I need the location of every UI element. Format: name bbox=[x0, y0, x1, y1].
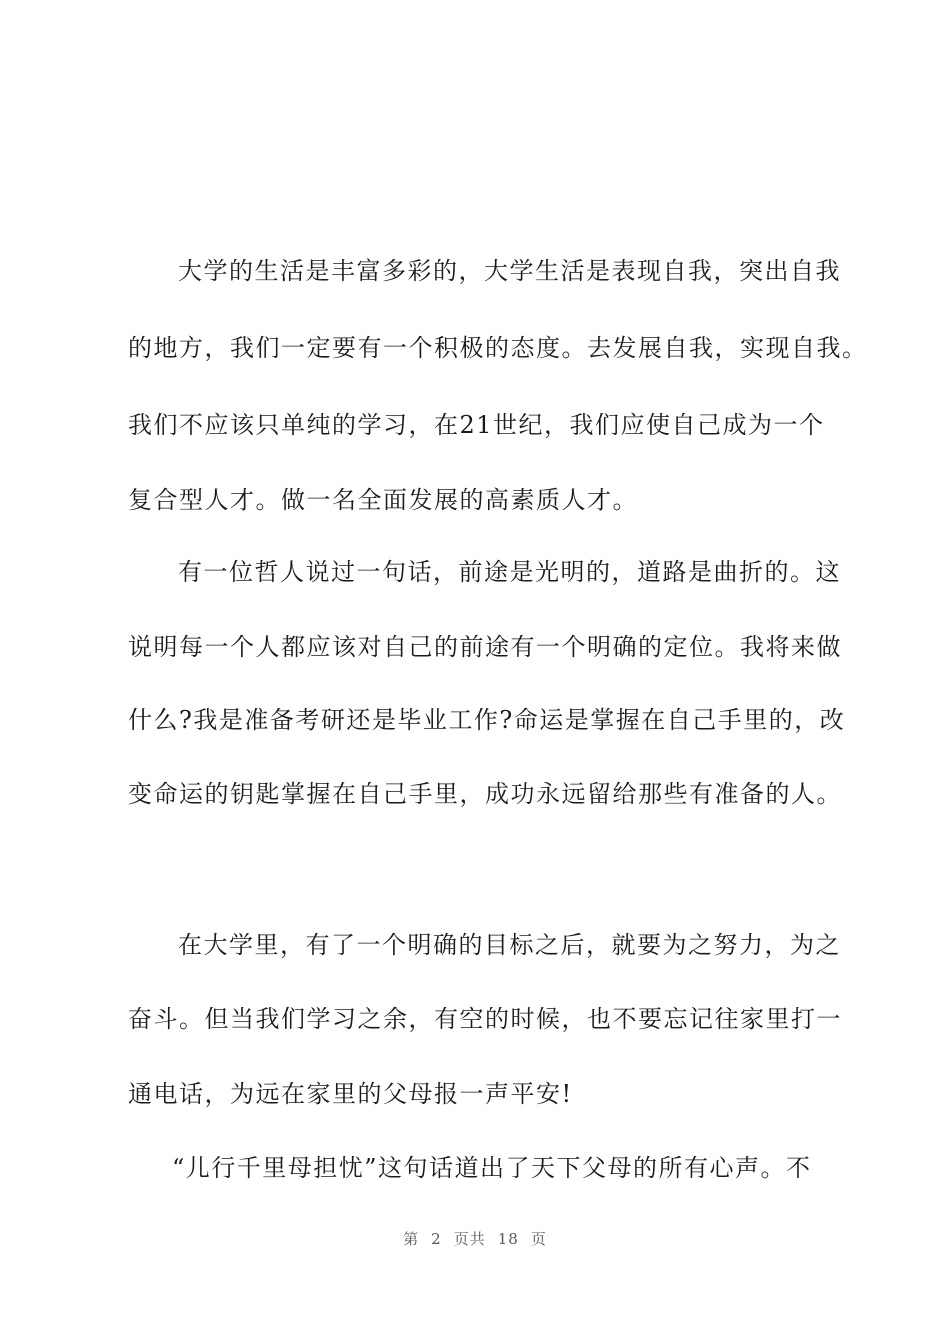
paragraph-2-line-1: 有一位哲人说过一句话，前途是光明的，道路是曲折的。这 bbox=[178, 558, 841, 586]
footer-suffix: 页 bbox=[530, 1230, 547, 1248]
paragraph-3-line-2: 奋斗。但当我们学习之余，有空的时候，也不要忘记往家里打一 bbox=[128, 1005, 842, 1033]
footer-page-number: 2 bbox=[431, 1230, 442, 1248]
paragraph-1-line-2: 的地方，我们一定要有一个积极的态度。去发展自我，实现自我。 bbox=[128, 334, 868, 362]
paragraph-3-line-1: 在大学里，有了一个明确的目标之后，就要为之努力，为之 bbox=[178, 931, 841, 959]
paragraph-2-line-3: 什么?我是准备考研还是毕业工作?命运是掌握在自己手里的，改 bbox=[128, 706, 846, 734]
paragraph-1-line-1: 大学的生活是丰富多彩的，大学生活是表现自我，突出自我 bbox=[178, 257, 841, 285]
paragraph-4-line-1: “儿行千里母担忧”这句话道出了天下父母的所有心声。不 bbox=[172, 1154, 812, 1182]
paragraph-1-line-4: 复合型人才。做一名全面发展的高素质人才。 bbox=[128, 486, 638, 514]
paragraph-3-line-3: 通电话，为远在家里的父母报一声平安! bbox=[128, 1080, 573, 1108]
paragraph-2-line-2: 说明每一个人都应该对自己的前途有一个明确的定位。我将来做 bbox=[128, 633, 842, 661]
paragraph-1-line-3: 我们不应该只单纯的学习，在21世纪，我们应使自己成为一个 bbox=[128, 411, 825, 439]
paragraph-2-line-4: 变命运的钥匙掌握在自己手里，成功永远留给那些有准备的人。 bbox=[128, 780, 842, 808]
footer-prefix: 第 bbox=[403, 1230, 420, 1248]
page-footer bbox=[0, 1228, 950, 1249]
footer-total-pages: 18 bbox=[497, 1230, 519, 1248]
footer-middle: 页共 bbox=[453, 1230, 486, 1248]
